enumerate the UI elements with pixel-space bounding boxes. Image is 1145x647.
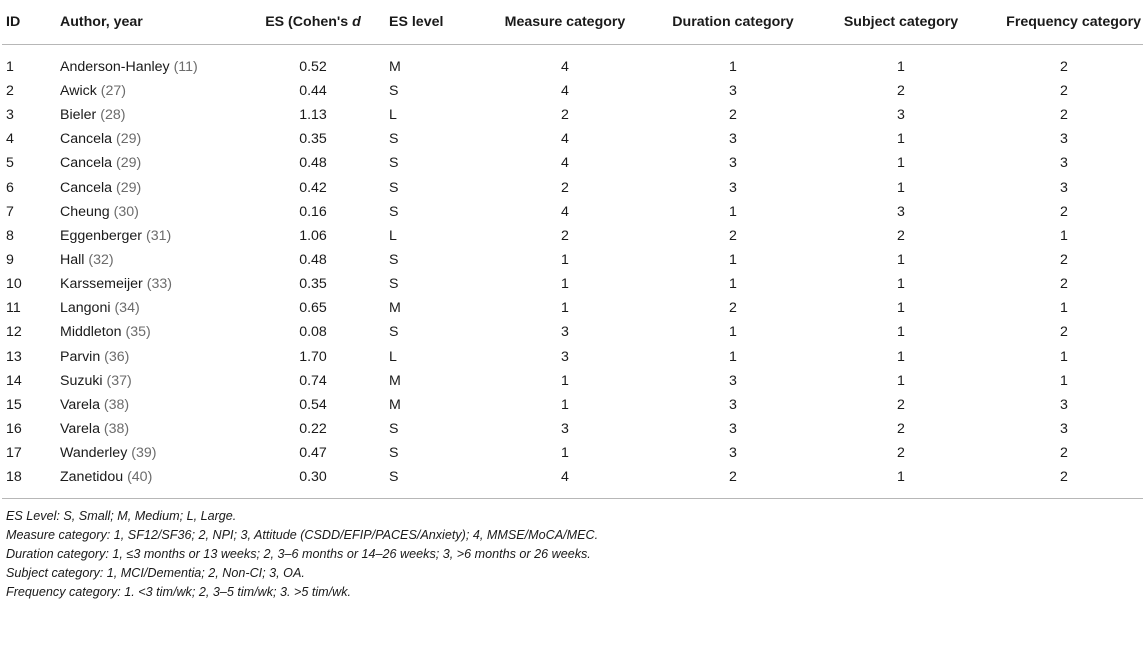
reference-link[interactable]: (27) xyxy=(100,83,126,100)
cell-subject: 1 xyxy=(897,252,905,269)
cell-author xyxy=(56,296,237,320)
cell-subject: 3 xyxy=(897,107,905,124)
cell-subject: 2 xyxy=(897,445,905,462)
reference-link[interactable]: (29) xyxy=(116,155,142,172)
studies-table xyxy=(2,0,1143,489)
cell-author xyxy=(56,176,237,200)
cell-measure: 1 xyxy=(561,396,569,413)
author-name: Suzuki xyxy=(60,372,103,389)
cell-frequency: 3 xyxy=(1060,396,1068,413)
table-row xyxy=(2,248,1143,272)
cell-id: 1 xyxy=(6,59,14,75)
note-frequency: Frequency category: 1. <3 tim/wk; 2, 3–5 tim/wk; 3. >5 tim/wk. xyxy=(6,585,352,600)
reference-link[interactable]: (29) xyxy=(116,179,142,196)
cell-duration: 3 xyxy=(729,131,737,148)
cell-es: 0.35 xyxy=(299,276,327,293)
cell-id: 18 xyxy=(6,469,22,486)
note-subject: Subject category: 1, MCI/Dementia; 2, Non-CI; 3, OA. xyxy=(6,566,305,581)
cell-id: 8 xyxy=(6,227,14,244)
cell-subject: 1 xyxy=(897,324,905,341)
reference-link[interactable]: (29) xyxy=(116,131,142,148)
author-name: Eggenberger xyxy=(60,227,143,244)
header-measure: Measure category xyxy=(481,0,645,45)
cell-es-level: S xyxy=(389,421,399,438)
cell-frequency: 2 xyxy=(1060,203,1068,220)
author-name: Middleton xyxy=(60,324,122,341)
cell-id: 5 xyxy=(6,155,14,172)
cell-measure: 2 xyxy=(561,227,569,244)
author-name: Hall xyxy=(60,252,85,269)
cell-id: 16 xyxy=(6,421,22,438)
reference-link[interactable]: (34) xyxy=(114,300,140,317)
cell-frequency: 3 xyxy=(1060,421,1068,438)
cell-id: 11 xyxy=(6,300,21,317)
table-row xyxy=(2,320,1143,344)
cell-id: 10 xyxy=(6,276,22,293)
cell-es-level: L xyxy=(389,107,397,124)
note-measure: Measure category: 1, SF12/SF36; 2, NPI; 3, Attitude (CSDD/EFIP/PACES/Anxiety); 4, MMSE/MoCA/MEC. xyxy=(6,528,599,543)
table-container xyxy=(2,0,1143,602)
author-name: Karssemeijer xyxy=(60,276,143,293)
table-row xyxy=(2,345,1143,369)
cell-duration: 2 xyxy=(729,107,737,124)
header-es-d: d xyxy=(352,14,361,30)
reference-link[interactable]: (31) xyxy=(146,227,172,244)
reference-link[interactable]: (36) xyxy=(104,348,130,365)
cell-duration: 3 xyxy=(729,179,737,196)
cell-es-level: S xyxy=(389,252,399,269)
header-row xyxy=(2,0,1143,45)
cell-measure: 1 xyxy=(561,276,569,293)
cell-frequency: 3 xyxy=(1060,155,1068,172)
table-row xyxy=(2,417,1143,441)
cell-duration: 1 xyxy=(729,324,737,341)
table-row xyxy=(2,45,1143,80)
cell-subject: 1 xyxy=(897,179,905,196)
cell-measure: 2 xyxy=(561,179,569,196)
table-row xyxy=(2,272,1143,296)
cell-measure: 3 xyxy=(561,421,569,438)
reference-link[interactable]: (30) xyxy=(113,203,139,220)
cell-es-level: M xyxy=(389,300,401,317)
header-duration: Duration category xyxy=(645,0,817,45)
cell-es: 0.65 xyxy=(299,300,327,317)
cell-frequency: 2 xyxy=(1060,107,1068,124)
cell-subject: 1 xyxy=(897,372,905,389)
table-row xyxy=(2,176,1143,200)
cell-id: 4 xyxy=(6,131,14,148)
cell-duration: 1 xyxy=(729,59,737,75)
header-es-level: ES level xyxy=(385,0,481,45)
cell-es: 0.42 xyxy=(299,179,327,196)
cell-es-level: S xyxy=(389,276,399,293)
reference-link[interactable]: (39) xyxy=(131,445,157,462)
cell-frequency: 1 xyxy=(1060,300,1068,317)
cell-author xyxy=(56,248,237,272)
cell-es: 0.30 xyxy=(299,469,327,486)
cell-subject: 2 xyxy=(897,227,905,244)
table-row xyxy=(2,200,1143,224)
cell-es-level: S xyxy=(389,324,399,341)
cell-es: 1.13 xyxy=(299,107,327,124)
table-row xyxy=(2,127,1143,151)
cell-author xyxy=(56,441,237,465)
cell-subject: 1 xyxy=(897,131,905,148)
cell-measure: 1 xyxy=(561,445,569,462)
cell-duration: 3 xyxy=(729,372,737,389)
cell-frequency: 1 xyxy=(1060,348,1068,365)
reference-link[interactable]: (28) xyxy=(100,107,126,124)
reference-link[interactable]: (38) xyxy=(103,421,130,438)
cell-frequency: 2 xyxy=(1060,83,1068,100)
cell-measure: 1 xyxy=(561,372,569,389)
cell-frequency: 3 xyxy=(1060,131,1068,148)
cell-es: 1.70 xyxy=(299,348,327,365)
cell-author xyxy=(56,369,237,393)
reference-link[interactable]: (38) xyxy=(103,396,130,413)
table-row xyxy=(2,441,1143,465)
cell-es: 0.48 xyxy=(299,155,327,172)
cell-es-level: M xyxy=(389,396,401,413)
header-es xyxy=(237,0,385,45)
cell-id: 13 xyxy=(6,348,22,365)
cell-es-level: S xyxy=(389,445,399,462)
cell-subject: 1 xyxy=(897,276,905,293)
cell-id: 9 xyxy=(6,252,14,269)
cell-id: 2 xyxy=(6,83,14,100)
cell-frequency: 2 xyxy=(1060,469,1068,486)
cell-es-level: S xyxy=(389,155,399,172)
table-notes xyxy=(2,499,1143,602)
cell-es-level: S xyxy=(389,83,399,100)
cell-es: 0.16 xyxy=(299,203,327,220)
cell-id: 6 xyxy=(6,179,14,196)
cell-frequency: 2 xyxy=(1060,276,1068,293)
cell-id: 14 xyxy=(6,372,22,389)
author-name: Langoni xyxy=(60,300,111,317)
author-name: Awick xyxy=(60,83,97,100)
cell-author xyxy=(56,393,237,417)
cell-id: 7 xyxy=(6,203,14,220)
cell-author xyxy=(56,320,237,344)
cell-es-level: M xyxy=(389,372,401,389)
table-row xyxy=(2,224,1143,248)
cell-es-level: L xyxy=(389,227,397,244)
cell-es-level: S xyxy=(389,469,399,486)
cell-subject: 2 xyxy=(897,421,905,438)
cell-duration: 1 xyxy=(729,348,737,365)
author-name: Cancela xyxy=(60,131,113,148)
table-row xyxy=(2,79,1143,103)
cell-frequency: 2 xyxy=(1060,59,1068,75)
cell-author xyxy=(56,345,237,369)
author-name: Zanetidou xyxy=(60,469,124,486)
cell-subject: 2 xyxy=(897,396,905,413)
reference-link[interactable]: (35) xyxy=(125,324,151,341)
author-name: Parvin xyxy=(60,348,101,365)
cell-author xyxy=(56,200,237,224)
cell-measure: 4 xyxy=(561,59,569,75)
header-es-label: ES (Cohen's xyxy=(265,14,353,30)
author-name: Varela xyxy=(60,421,100,438)
cell-subject: 1 xyxy=(897,300,905,317)
cell-es: 0.52 xyxy=(299,59,327,75)
cell-measure: 4 xyxy=(561,203,569,220)
table-row xyxy=(2,103,1143,127)
reference-link[interactable]: (40) xyxy=(127,469,153,486)
cell-subject: 1 xyxy=(897,59,905,75)
cell-subject: 2 xyxy=(897,83,905,100)
cell-subject: 1 xyxy=(897,469,905,486)
cell-author xyxy=(56,127,237,151)
cell-duration: 2 xyxy=(729,300,737,317)
cell-es: 0.22 xyxy=(299,421,327,438)
cell-author xyxy=(56,224,237,248)
cell-es: 0.48 xyxy=(299,252,327,269)
table-row xyxy=(2,369,1143,393)
cell-duration: 1 xyxy=(729,203,737,220)
author-name: Wanderley xyxy=(60,445,128,462)
cell-measure: 3 xyxy=(561,348,569,365)
table-row xyxy=(2,393,1143,417)
cell-es: 0.47 xyxy=(299,445,327,462)
header-subject: Subject category xyxy=(817,0,981,45)
cell-subject: 1 xyxy=(897,155,905,172)
cell-duration: 3 xyxy=(729,445,737,462)
cell-measure: 4 xyxy=(561,83,569,100)
cell-author xyxy=(56,465,237,489)
cell-subject: 3 xyxy=(897,203,905,220)
cell-duration: 3 xyxy=(729,421,737,438)
cell-duration: 3 xyxy=(729,396,737,413)
reference-link[interactable]: (33) xyxy=(146,276,172,293)
cell-duration: 3 xyxy=(729,155,737,172)
cell-duration: 1 xyxy=(729,252,737,269)
cell-author xyxy=(56,272,237,296)
cell-id: 17 xyxy=(6,445,22,462)
header-id: ID xyxy=(2,0,56,45)
cell-measure: 2 xyxy=(561,107,569,124)
cell-duration: 2 xyxy=(729,227,737,244)
cell-measure: 1 xyxy=(561,300,569,317)
author-name: Anderson-Hanley xyxy=(60,59,170,75)
cell-es: 0.08 xyxy=(299,324,327,341)
table-row xyxy=(2,151,1143,175)
cell-frequency: 1 xyxy=(1060,227,1068,244)
cell-subject: 1 xyxy=(897,348,905,365)
cell-duration: 1 xyxy=(729,276,737,293)
header-frequency: Frequency category xyxy=(981,0,1143,45)
cell-es-level: M xyxy=(389,59,401,75)
cell-frequency: 2 xyxy=(1060,252,1068,269)
cell-es: 0.44 xyxy=(299,83,327,100)
cell-id: 12 xyxy=(6,324,22,341)
cell-author xyxy=(56,79,237,103)
table-row xyxy=(2,465,1143,489)
cell-frequency: 3 xyxy=(1060,179,1068,196)
cell-author xyxy=(56,103,237,127)
cell-es: 0.74 xyxy=(299,372,327,389)
reference-link[interactable]: (37) xyxy=(106,372,132,389)
cell-es: 1.06 xyxy=(299,227,327,244)
cell-es-level: S xyxy=(389,203,399,220)
author-name: Varela xyxy=(60,396,100,413)
cell-author xyxy=(56,45,237,80)
header-author: Author, year xyxy=(56,0,237,45)
cell-measure: 4 xyxy=(561,155,569,172)
cell-author xyxy=(56,151,237,175)
cell-es-level: S xyxy=(389,179,399,196)
cell-measure: 4 xyxy=(561,131,569,148)
cell-es-level: L xyxy=(389,348,397,365)
cell-author xyxy=(56,417,237,441)
note-duration: Duration category: 1, ≤3 months or 13 weeks; 2, 3–6 months or 14–26 weeks; 3, >6 months or 26 weeks. xyxy=(6,547,591,562)
author-name: Cheung xyxy=(60,203,110,220)
table-row xyxy=(2,296,1143,320)
cell-measure: 1 xyxy=(561,252,569,269)
cell-frequency: 2 xyxy=(1060,324,1068,341)
author-name: Bieler xyxy=(60,107,97,124)
cell-frequency: 1 xyxy=(1060,372,1068,389)
author-name: Cancela xyxy=(60,179,113,196)
author-name: Cancela xyxy=(60,155,113,172)
cell-frequency: 2 xyxy=(1060,445,1068,462)
cell-duration: 2 xyxy=(729,469,737,486)
cell-es-level: S xyxy=(389,131,399,148)
reference-link[interactable]: (11) xyxy=(173,59,198,75)
cell-measure: 4 xyxy=(561,469,569,486)
cell-duration: 3 xyxy=(729,83,737,100)
reference-link[interactable]: (32) xyxy=(88,252,114,269)
cell-measure: 3 xyxy=(561,324,569,341)
note-es-level: ES Level: S, Small; M, Medium; L, Large. xyxy=(6,509,237,524)
cell-es: 0.35 xyxy=(299,131,327,148)
cell-es: 0.54 xyxy=(299,396,327,413)
cell-id: 15 xyxy=(6,396,22,413)
cell-id: 3 xyxy=(6,107,14,124)
